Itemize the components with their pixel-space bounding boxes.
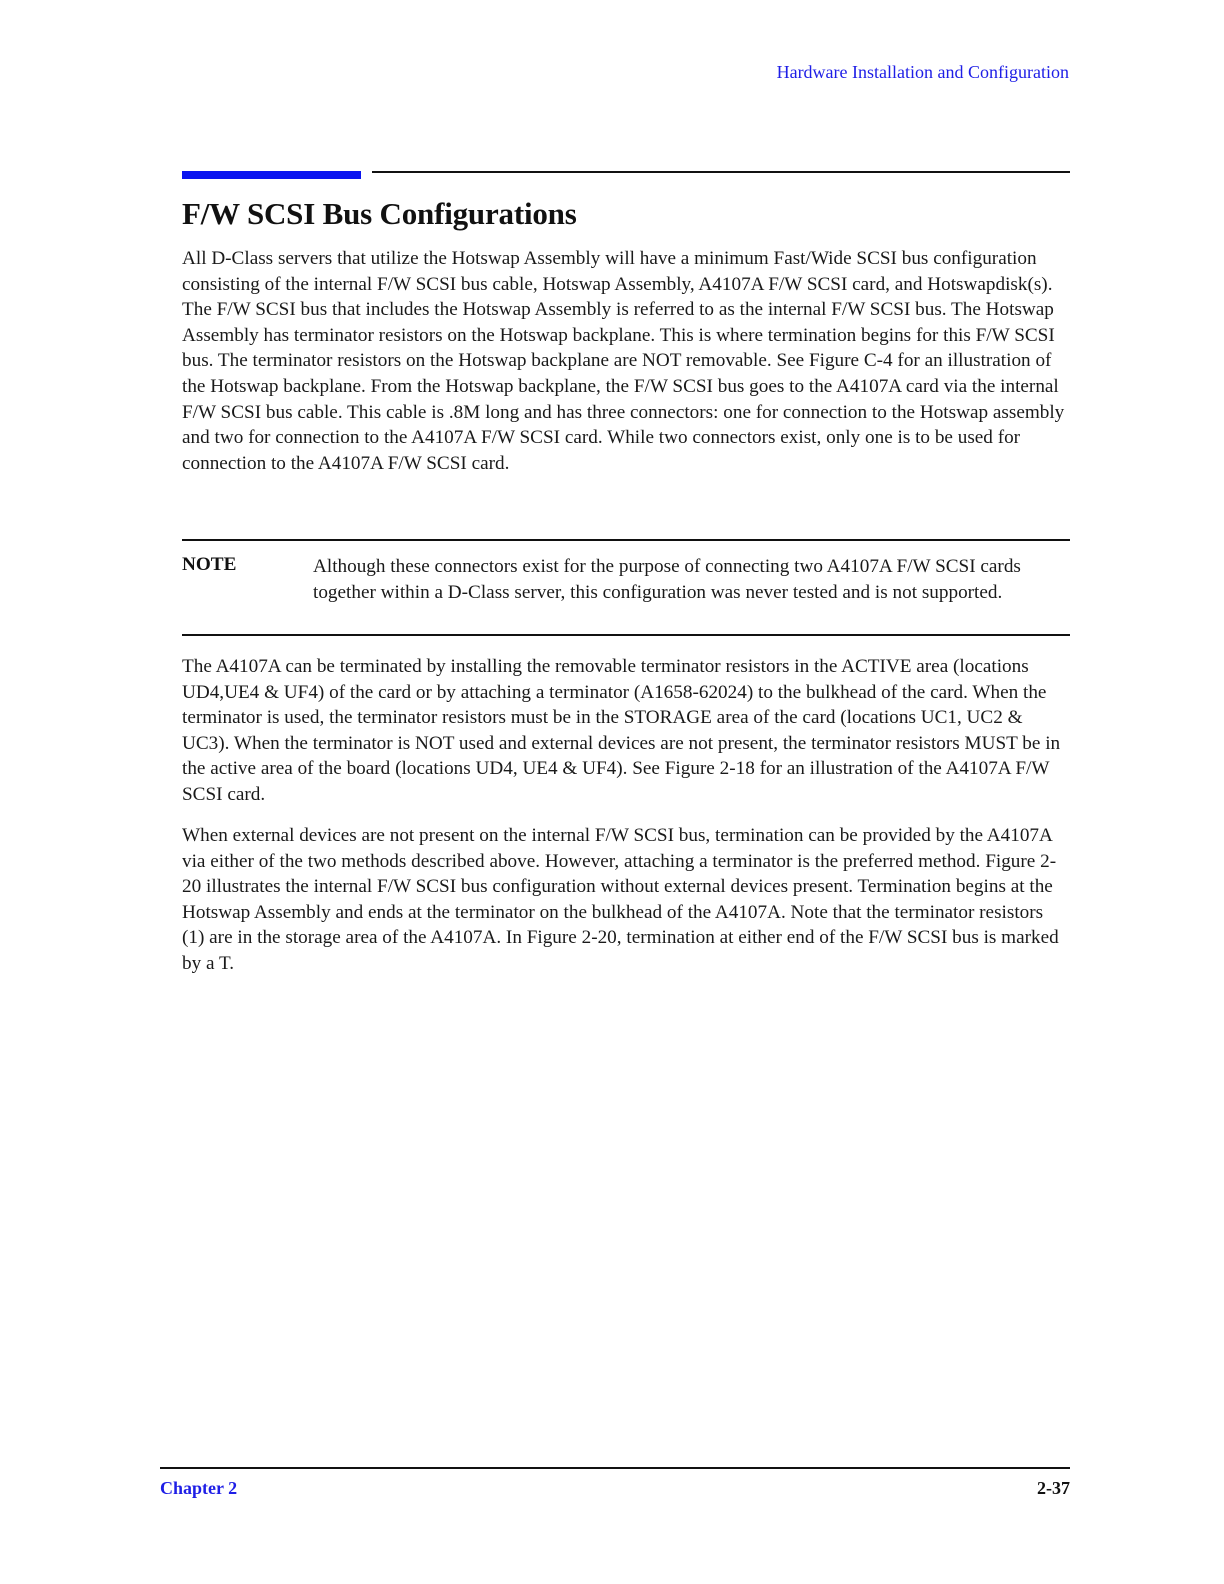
body-paragraph-1: All D-Class servers that utilize the Hotswap Assembly will have a minimum Fast/Wide SCSI bus configuration consisting of the internal F/W SCSI bus cable, Hotswap Assembly, A4107A F/W SCSI card, and Hotswapdisk(s). The F/W SCSI bus that includes the Hotswap Assembly is referred to as the internal F/W SCSI bus. The Hotswap Assembly has terminator resistors on the Hotswap backplane. This is where termination begins for this F/W SCSI bus. The terminator resistors on the Hotswap backplane are NOT removable. See Figure C-4 for an illustration of the Hotswap backplane. From the Hotswap backplane, the F/W SCSI bus goes to the A4107A card via the internal F/W SCSI bus cable. This cable is .8M long and has three connectors: one for connection to the Hotswap assembly and two for connection to the A4107A F/W SCSI card. While two connectors exist, only one is to be used for connection to the A4107A F/W SCSI card. <box>182 248 1065 474</box>
footer-page-number: 2-37 <box>1037 1478 1070 1498</box>
note-text: Although these connectors exist for the purpose of connecting two A4107A F/W SCSI cards together within a D-Class server, this configuration was never tested and is not supported. <box>313 556 1021 603</box>
footer-chapter-label: Chapter 2 <box>160 1478 238 1498</box>
section-title: F/W SCSI Bus Configurations <box>182 196 577 231</box>
body-paragraph-3: When external devices are not present on the internal F/W SCSI bus, termination can be provided by the A4107A via either of the two methods described above. However, attaching a terminator is the preferred method. Figure 2-20 illustrates the internal F/W SCSI bus configuration without external devices present. Termination begins at the Hotswap Assembly and ends at the terminator on the bulkhead of the A4107A. Note that the terminator resistors (1) are in the storage area of the A4107A. In Figure 2-20, termination at either end of the F/W SCSI bus is marked by a T. <box>182 825 1059 974</box>
note-label: NOTE <box>182 554 237 575</box>
section-accent-bar <box>182 171 361 179</box>
running-header-title: Hardware Installation and Configuration <box>776 62 1069 82</box>
section-top-rule <box>372 171 1070 173</box>
note-top-rule <box>182 539 1070 541</box>
body-paragraph-2: The A4107A can be terminated by installing the removable terminator resistors in the ACTIVE area (locations UD4,UE4 & UF4) of the card or by attaching a terminator (A1658-62024) to the bulkhead of the card. When the terminator is used, the terminator resistors must be in the STORAGE area of the card (locations UC1, UC2 & UC3). When the terminator is NOT used and external devices are not present, the terminator resistors MUST be in the active area of the board (locations UD4, UE4 & UF4). See Figure 2-18 for an illustration of the A4107A F/W SCSI card. <box>182 656 1061 805</box>
footer-rule <box>160 1467 1070 1469</box>
note-bottom-rule <box>182 634 1070 636</box>
